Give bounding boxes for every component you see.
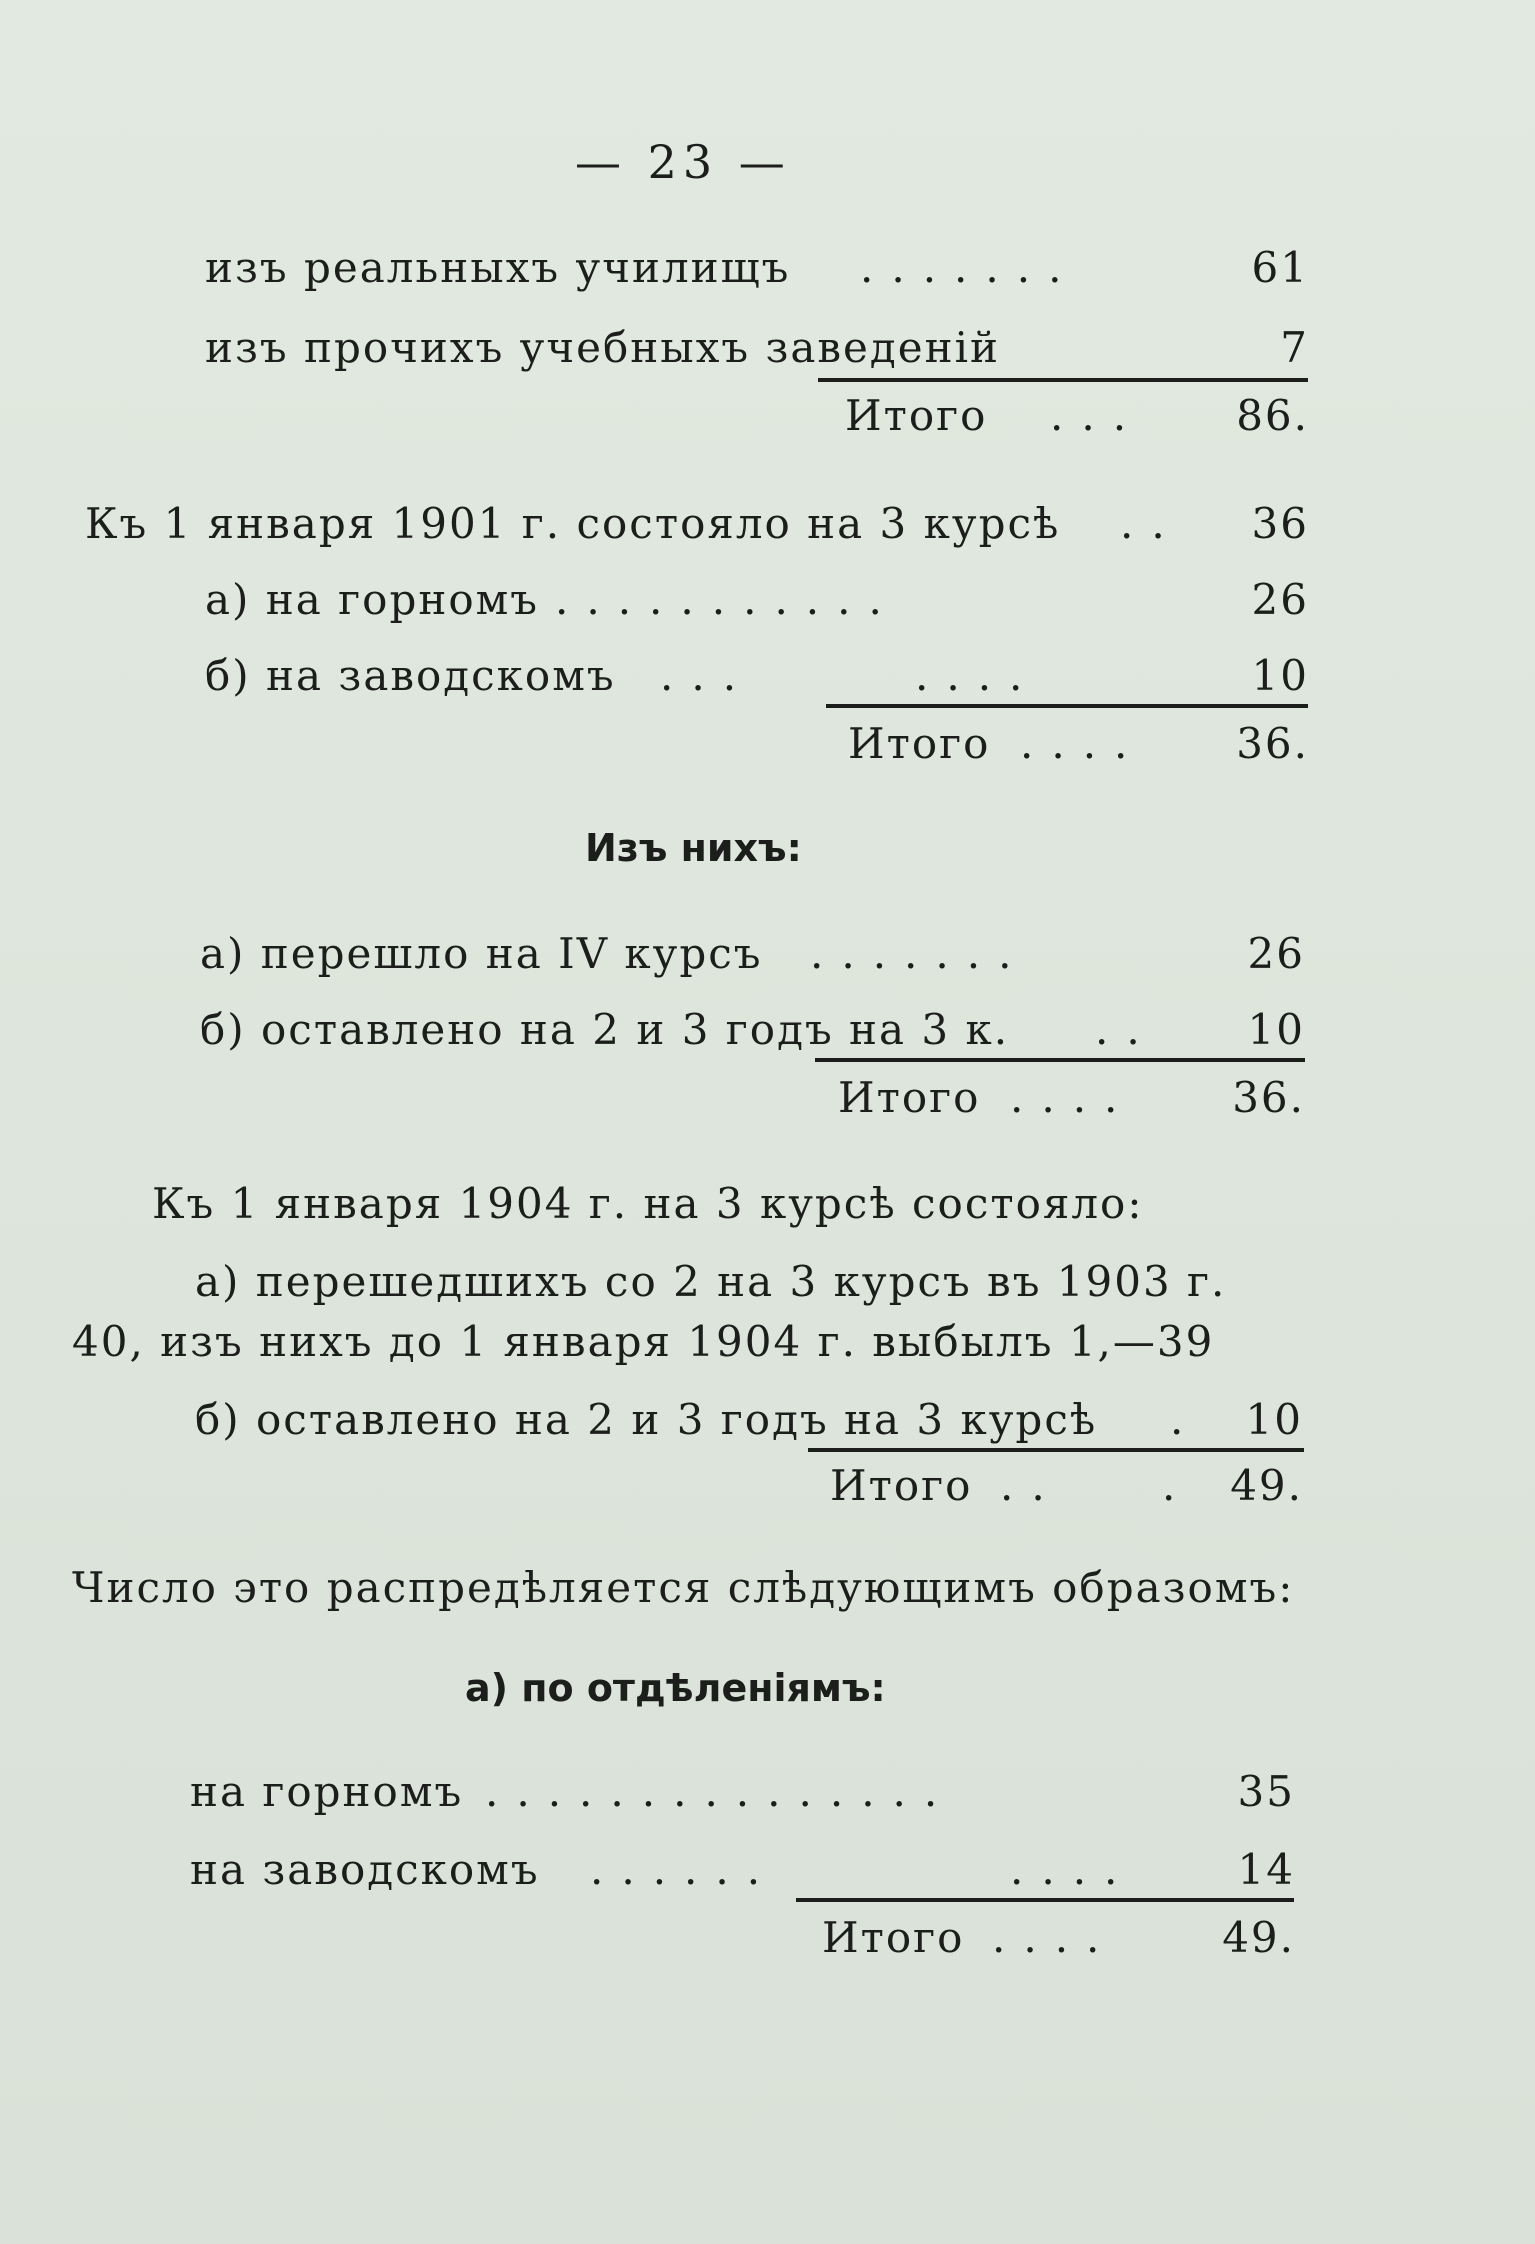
line-other-schools: изъ прочихъ учебныхъ заведеній — [205, 323, 1001, 372]
line-1901-heading: Къ 1 января 1901 г. состояло на 3 курсѣ — [85, 499, 1061, 548]
total-label: Итого — [845, 391, 988, 440]
subheading-of-them: Изъ нихъ: — [585, 826, 802, 870]
total-value: 36. — [1232, 1073, 1305, 1122]
leader-dots: . — [1170, 1395, 1202, 1444]
leader-dots: .. — [1095, 1005, 1158, 1054]
leader-dots: .... — [992, 1913, 1118, 1962]
line-repeat-course: б) оставлено на 2 и 3 годъ на 3 курсѣ — [195, 1395, 1098, 1444]
line-metallurgy: б) на заводскомъ — [205, 651, 616, 700]
line-mining-dept: на горномъ — [190, 1767, 464, 1816]
line-real-schools: изъ реальныхъ училищъ — [205, 243, 791, 292]
value-real-schools: 61 — [1251, 243, 1309, 292]
line-repeat-year: б) оставлено на 2 и 3 годъ на 3 к. — [200, 1005, 1010, 1054]
sum-rule — [815, 1058, 1305, 1062]
total-value: 86. — [1236, 391, 1309, 440]
sum-rule — [808, 1448, 1304, 1452]
leader-dots: .... — [915, 651, 1041, 700]
leader-dots: ...... — [590, 1845, 779, 1894]
line-passed-iv: а) перешло на IV курсъ — [200, 929, 763, 978]
total-label: Итого — [838, 1073, 981, 1122]
line-1904-heading: Къ 1 января 1904 г. на 3 курсѣ состояло: — [152, 1179, 1144, 1228]
value-metallurgy-dept: 14 — [1237, 1845, 1295, 1894]
total-value: 36. — [1236, 719, 1309, 768]
value-other-schools: 7 — [1280, 323, 1309, 372]
total-value: 49. — [1230, 1461, 1303, 1510]
value-mining: 26 — [1251, 575, 1309, 624]
leader-dots: ........... — [555, 575, 900, 624]
value-mining-dept: 35 — [1237, 1767, 1295, 1816]
distribution-line: Число это распредѣляется слѣдующимъ образомъ: — [72, 1563, 1295, 1612]
sum-rule — [796, 1898, 1294, 1902]
leader-dots: .... — [1010, 1073, 1136, 1122]
value-metallurgy: 10 — [1251, 651, 1309, 700]
leader-dots: ....... — [860, 243, 1080, 292]
total-label: Итого — [822, 1913, 965, 1962]
value-repeat-course: 10 — [1245, 1395, 1303, 1444]
line-metallurgy-dept: на заводскомъ — [190, 1845, 540, 1894]
line-transferred-b: 40, изъ нихъ до 1 января 1904 г. выбылъ 1,—39 — [72, 1317, 1215, 1366]
leader-dots: . — [1162, 1461, 1194, 1510]
value-1901-heading: 36 — [1251, 499, 1309, 548]
subheading-by-department: а) по отдѣленіямъ: — [465, 1666, 886, 1710]
leader-dots: ... — [1050, 391, 1145, 440]
line-transferred-a: а) перешедшихъ со 2 на 3 курсъ въ 1903 г. — [195, 1257, 1227, 1306]
total-label: Итого — [848, 719, 991, 768]
leader-dots: ... — [660, 651, 755, 700]
leader-dots: .... — [1020, 719, 1146, 768]
leader-dots: .... — [1010, 1845, 1136, 1894]
leader-dots: .. — [1000, 1461, 1063, 1510]
sum-rule — [818, 378, 1308, 382]
leader-dots: ............... — [485, 1767, 956, 1816]
value-passed-iv: 26 — [1247, 929, 1305, 978]
total-label: Итого — [830, 1461, 973, 1510]
line-mining: а) на горномъ — [205, 575, 540, 624]
sum-rule — [826, 704, 1308, 708]
leader-dots: .. — [1120, 499, 1183, 548]
value-repeat-year: 10 — [1247, 1005, 1305, 1054]
page-number: — 23 — — [575, 135, 791, 189]
total-value: 49. — [1222, 1913, 1295, 1962]
leader-dots: ....... — [810, 929, 1030, 978]
